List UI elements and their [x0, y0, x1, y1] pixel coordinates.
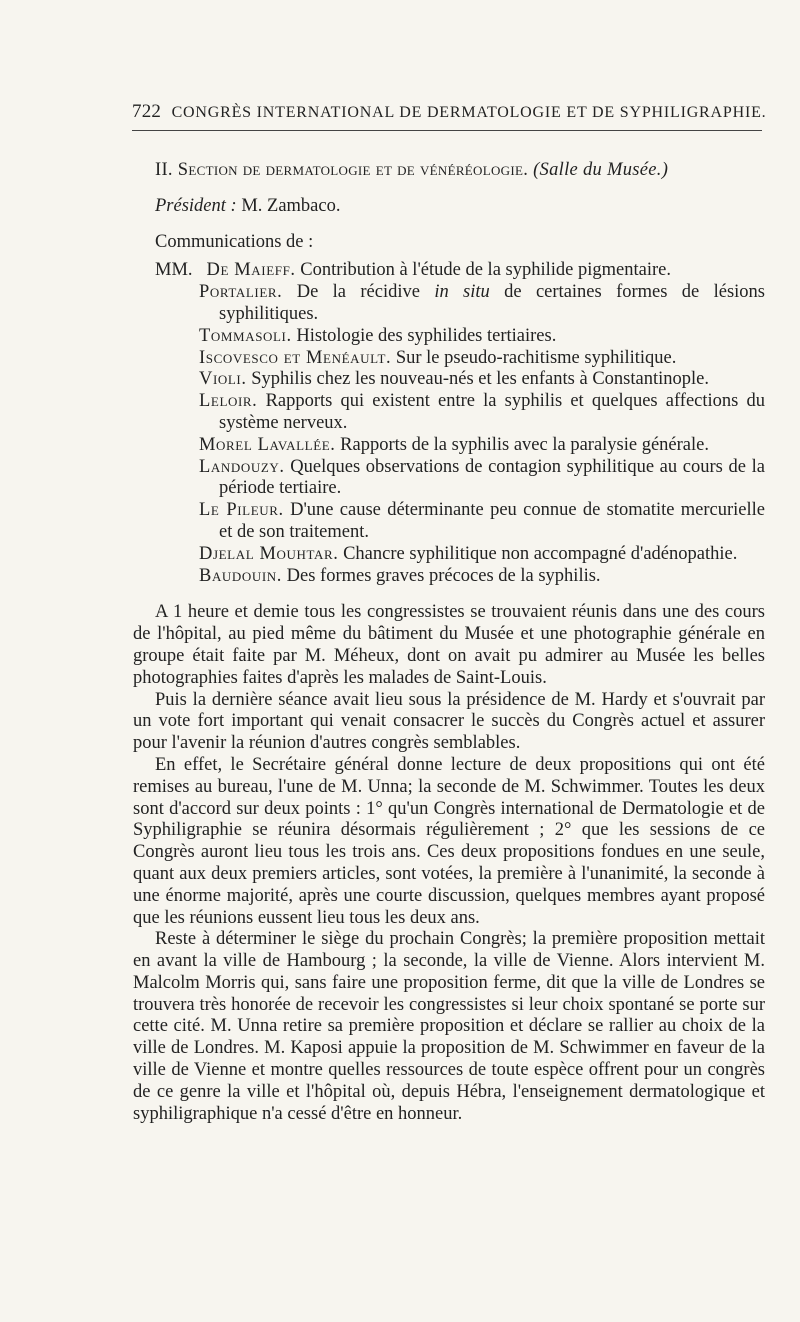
entry-author: Morel Lavallée. — [199, 434, 336, 455]
entry-author: Leloir. — [199, 391, 258, 412]
section-title — [155, 160, 765, 182]
communications-list — [133, 260, 765, 587]
entry-title: Contribution à l'étude de la syphilide pigmentaire. — [300, 260, 671, 281]
president-label: Président : — [155, 195, 237, 216]
entry-title-italic: in situ — [434, 282, 490, 303]
list-item — [133, 500, 765, 544]
entry-author: Iscovesco et Menéault. — [199, 347, 392, 368]
entry-author: Tommasoli. — [199, 325, 292, 346]
entry-author: Violi. — [199, 369, 247, 390]
list-item — [133, 282, 765, 326]
list-item — [133, 348, 765, 370]
entry-author: Landouzy. — [199, 456, 285, 477]
entry-title: Sur le pseudo-rachitisme syphilitique. — [395, 347, 677, 368]
section-location: (Salle du Musée.) — [533, 160, 669, 180]
president-line — [155, 196, 765, 218]
page-number: 722 — [132, 101, 162, 122]
entry-author: De Maieff. — [206, 260, 296, 281]
page-body — [133, 160, 765, 1125]
entry-author: Le Pileur. — [199, 500, 284, 521]
list-item — [133, 326, 765, 348]
entry-title: D'une cause déterminante peu connue de stomatite mercurielle et de son traitement. — [219, 500, 765, 542]
entry-title: Des formes graves précoces de la syphilis. — [286, 565, 601, 586]
paragraph: En effet, le Secrétaire général donne lecture de deux propositions qui ont été remises au bureau, l'une de M. Unna; la seconde de M. Schwimmer. Toutes les deux sont d'accord sur deux points : 1° qu'un Congrès international de Dermatologie et de Syphiligraphie se réunira désormais régulièrement ; 2° que les sessions de ce Congrès auront lieu tous les trois ans. Ces deux propositions fondues en une seule, quant aux deux premiers articles, sont votées, la première à l'unanimité, la seconde à une énorme majorité, après une courte discussion, quelques membres ayant proposé que les réunions eussent lieu tous les deux ans. — [133, 754, 765, 928]
entry-title: Syphilis chez les nouveau-nés et les enfants à Constantinople. — [251, 369, 709, 390]
president-name: M. Zambaco. — [241, 195, 341, 216]
paragraph: Reste à déterminer le siège du prochain Congrès; la première proposition mettait en avant la ville de Hambourg ; la seconde, la ville de Vienne. Alors intervient M. Malcolm Morris qui, sans faire une proposition ferme, dit que la ville de Londres se trouvera très honorée de recevoir les congressistes si leur choix spontané se porte sur cette cité. M. Unna retire sa première proposition et déclare se rallier au choix de la ville de Londres. M. Kaposi appuie la proposition de M. Schwimmer en faveur de la ville de Vienne et montre quelles ressources de toute espèce offrent pour un congrès de ce genre la ville et l'hôpital où, depuis Hébra, l'enseignement dermatologique et syphiligraphique n'a cessé d'être en honneur. — [133, 929, 765, 1124]
entry-title: de certaines formes de lésions syphilitiques. — [219, 282, 766, 324]
entry-title: Chancre syphilitique non accompagné d'adénopathie. — [343, 543, 738, 564]
list-item — [133, 544, 765, 566]
entry-author: Djelal Mouhtar. — [199, 543, 339, 564]
paragraph: A 1 heure et demie tous les congressistes se trouvaient réunis dans une des cours de l'hôpital, au pied même du bâtiment du Musée et une photographie générale en groupe était faite par M. Méheux, dont on avait pu admirer au Musée les belles photographies faites d'après les malades de Saint-Louis. — [133, 602, 765, 688]
list-item — [133, 435, 765, 457]
section-title-text: II. Section de dermatologie et de vénéréologie. — [155, 160, 529, 180]
list-item — [133, 457, 765, 501]
mm-label: MM. — [155, 260, 193, 281]
running-title: CONGRÈS INTERNATIONAL DE DERMATOLOGIE ET DE SYPHILIGRAPHIE. — [171, 104, 767, 121]
entry-title: Rapports qui existent entre la syphilis et quelques affections du système nerveux. — [219, 391, 765, 433]
entry-author: Baudouin. — [199, 565, 283, 586]
list-item — [133, 391, 765, 435]
entry-title: De la récidive — [296, 282, 420, 303]
entry-title: Histologie des syphilides tertiaires. — [296, 325, 557, 346]
body-text — [133, 602, 765, 1125]
entry-author: Portalier. — [199, 282, 283, 303]
paragraph: Puis la dernière séance avait lieu sous la présidence de M. Hardy et s'ouvrait par un vote fort important qui venait consacrer le succès du Congrès actuel et assurer pour l'avenir la réunion d'autres congrès semblables. — [133, 689, 765, 754]
entry-title: Rapports de la syphilis avec la paralysie générale. — [340, 434, 709, 455]
entry-title: Quelques observations de contagion syphilitique au cours de la période tertiaire. — [219, 456, 765, 499]
list-item — [133, 369, 765, 391]
list-item — [133, 566, 765, 588]
communications-label: Communications de : — [155, 231, 314, 252]
list-item — [133, 260, 765, 282]
running-header — [132, 101, 767, 123]
header-rule — [132, 130, 762, 131]
